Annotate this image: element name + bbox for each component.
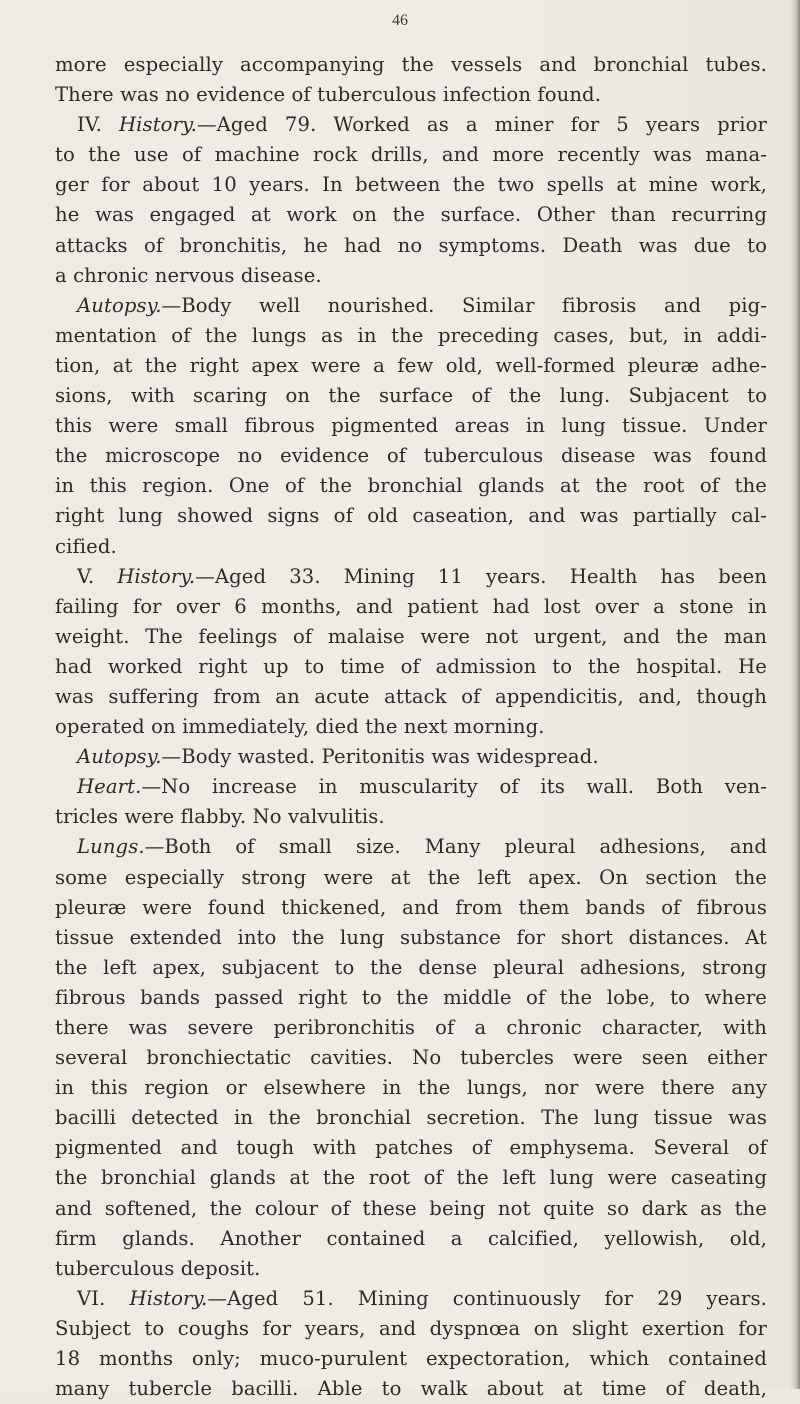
section-heading: Lungs. [77,835,145,859]
text-line [55,501,767,531]
text-line [55,1163,767,1193]
section-heading: History. [117,564,196,588]
text-line [55,441,767,471]
line-text: weight. The feelings of malaise were not urgent, and the man [55,624,767,648]
line-text: to the use of machine rock drills, and more recently was mana- [55,143,767,167]
line-text: in this region or elsewhere in the lungs, nor were there any [55,1076,767,1100]
line-text: was suffering from an acute attack of appendicitis, and, though [55,684,767,708]
text-line [55,170,767,200]
line-text: firm glands. Another contained a calcified, yellowish, old, [55,1226,767,1250]
text-line [55,953,767,983]
section-heading: Heart. [77,775,142,799]
page-number: 46 [392,12,408,29]
line-text: 18 months only; muco-purulent expectoration, which contained [55,1347,767,1371]
section-heading: History. [119,113,197,137]
text-line [55,231,767,261]
line-text: ger for about 10 years. In between the two spells at mine work, [55,173,767,197]
line-text: failing for over 6 months, and patient had lost over a stone in [55,594,767,618]
text-line [55,893,767,923]
text-line [55,712,767,742]
text-line [55,261,767,291]
text-line [55,471,767,501]
text-line [55,1133,767,1163]
text-line [55,200,767,230]
line-text: a chronic nervous disease. [55,263,322,287]
text-line [55,1344,767,1374]
text-line [55,50,767,80]
section-heading: Autopsy. [77,745,162,769]
text-line [55,140,767,170]
section-number: VI. [77,1286,130,1310]
line-text: mentation of the lungs as in the preceding cases, but, in addi- [55,323,767,347]
text-line [55,1194,767,1224]
section-heading: History. [129,1286,208,1310]
text-line [55,351,767,381]
text-line [55,110,767,140]
body-text [55,50,767,1404]
line-text: fibrous bands passed right to the middle of the lobe, to where [55,985,767,1009]
line-text: attacks of bronchitis, he had no symptoms. Death was due to [55,233,767,257]
text-line [55,832,767,862]
text-line [55,80,767,110]
text-line [55,1284,767,1314]
line-text: right lung showed signs of old caseation, and was partially cal- [55,504,767,528]
line-text: the left apex, subjacent to the dense pleural adhesions, strong [55,955,767,979]
section-number: V. [77,564,118,588]
line-text: tissue extended into the lung substance for short distances. At [55,925,767,949]
line-text: had worked right up to time of admission to the hospital. He [55,654,767,678]
text-line [55,321,767,351]
line-text: —Aged 33. Mining 11 years. Health has been [195,564,767,588]
line-text: tion, at the right apex were a few old, well-formed pleuræ adhe- [55,353,767,377]
line-text: operated on immediately, died the next morning. [55,715,545,739]
text-line [55,1043,767,1073]
line-text: —Body wasted. Peritonitis was widespread. [161,745,599,769]
text-line [55,622,767,652]
text-line [55,1254,767,1284]
text-line [55,411,767,441]
line-text: bacilli detected in the bronchial secretion. The lung tissue was [55,1106,767,1130]
line-text: more especially accompanying the vessels and bronchial tubes. [55,53,767,76]
text-line [55,381,767,411]
line-text: and softened, the colour of these being not quite so dark as the [55,1196,767,1220]
line-text: the bronchial glands at the root of the left lung were caseating [55,1166,767,1190]
line-text: sions, with scaring on the surface of the lung. Subjacent to [55,384,767,408]
line-text: —No increase in muscularity of its wall. Both ven- [141,775,767,799]
line-text: tricles were flabby. No valvulitis. [55,805,385,829]
line-text: —Body well nourished. Similar fibrosis and pig- [161,293,767,317]
text-line [55,1374,767,1404]
text-line [55,562,767,592]
text-line [55,532,767,562]
line-text: There was no evidence of tuberculous infection found. [55,83,602,107]
line-text: pleuræ were found thickened, and from them bands of fibrous [55,895,767,919]
text-line [55,291,767,321]
page-edge-shadow [790,0,800,1389]
section-heading: Autopsy. [77,293,162,317]
line-text: several bronchiectatic cavities. No tubercles were seen either [55,1046,767,1070]
line-text: some especially strong were at the left apex. On section the [55,865,767,889]
text-line [55,1073,767,1103]
line-text: —Aged 79. Worked as a miner for 5 years prior [196,113,767,137]
line-text: he was engaged at work on the surface. Other than recurring [55,203,767,227]
line-text: tuberculous deposit. [55,1256,261,1280]
text-line [55,652,767,682]
line-text: —Aged 51. Mining continuously for 29 years. [207,1286,767,1310]
text-line [55,923,767,953]
text-line [55,592,767,622]
line-text: there was severe peribronchitis of a chronic character, with [55,1016,767,1039]
line-text: —Both of small size. Many pleural adhesions, and [144,835,767,859]
line-text: many tubercle bacilli. Able to walk about at time of death, [55,1377,767,1401]
text-line [55,772,767,802]
text-line [55,1314,767,1344]
line-text: Subject to coughs for years, and dyspnœa on slight exertion for [55,1316,767,1340]
text-line [55,1224,767,1254]
line-text: this were small fibrous pigmented areas in lung tissue. Under [55,414,767,438]
text-line [55,1013,767,1043]
text-line [55,1103,767,1133]
line-text: cified. [55,534,117,558]
line-text: the microscope no evidence of tuberculous disease was found [55,444,767,468]
text-line [55,682,767,712]
line-text: pigmented and tough with patches of emphysema. Several of [55,1136,767,1160]
text-line [55,742,767,772]
line-text: in this region. One of the bronchial glands at the root of the [55,474,767,498]
text-line [55,802,767,832]
text-line [55,863,767,893]
text-line [55,983,767,1013]
section-number: IV. [77,113,119,137]
